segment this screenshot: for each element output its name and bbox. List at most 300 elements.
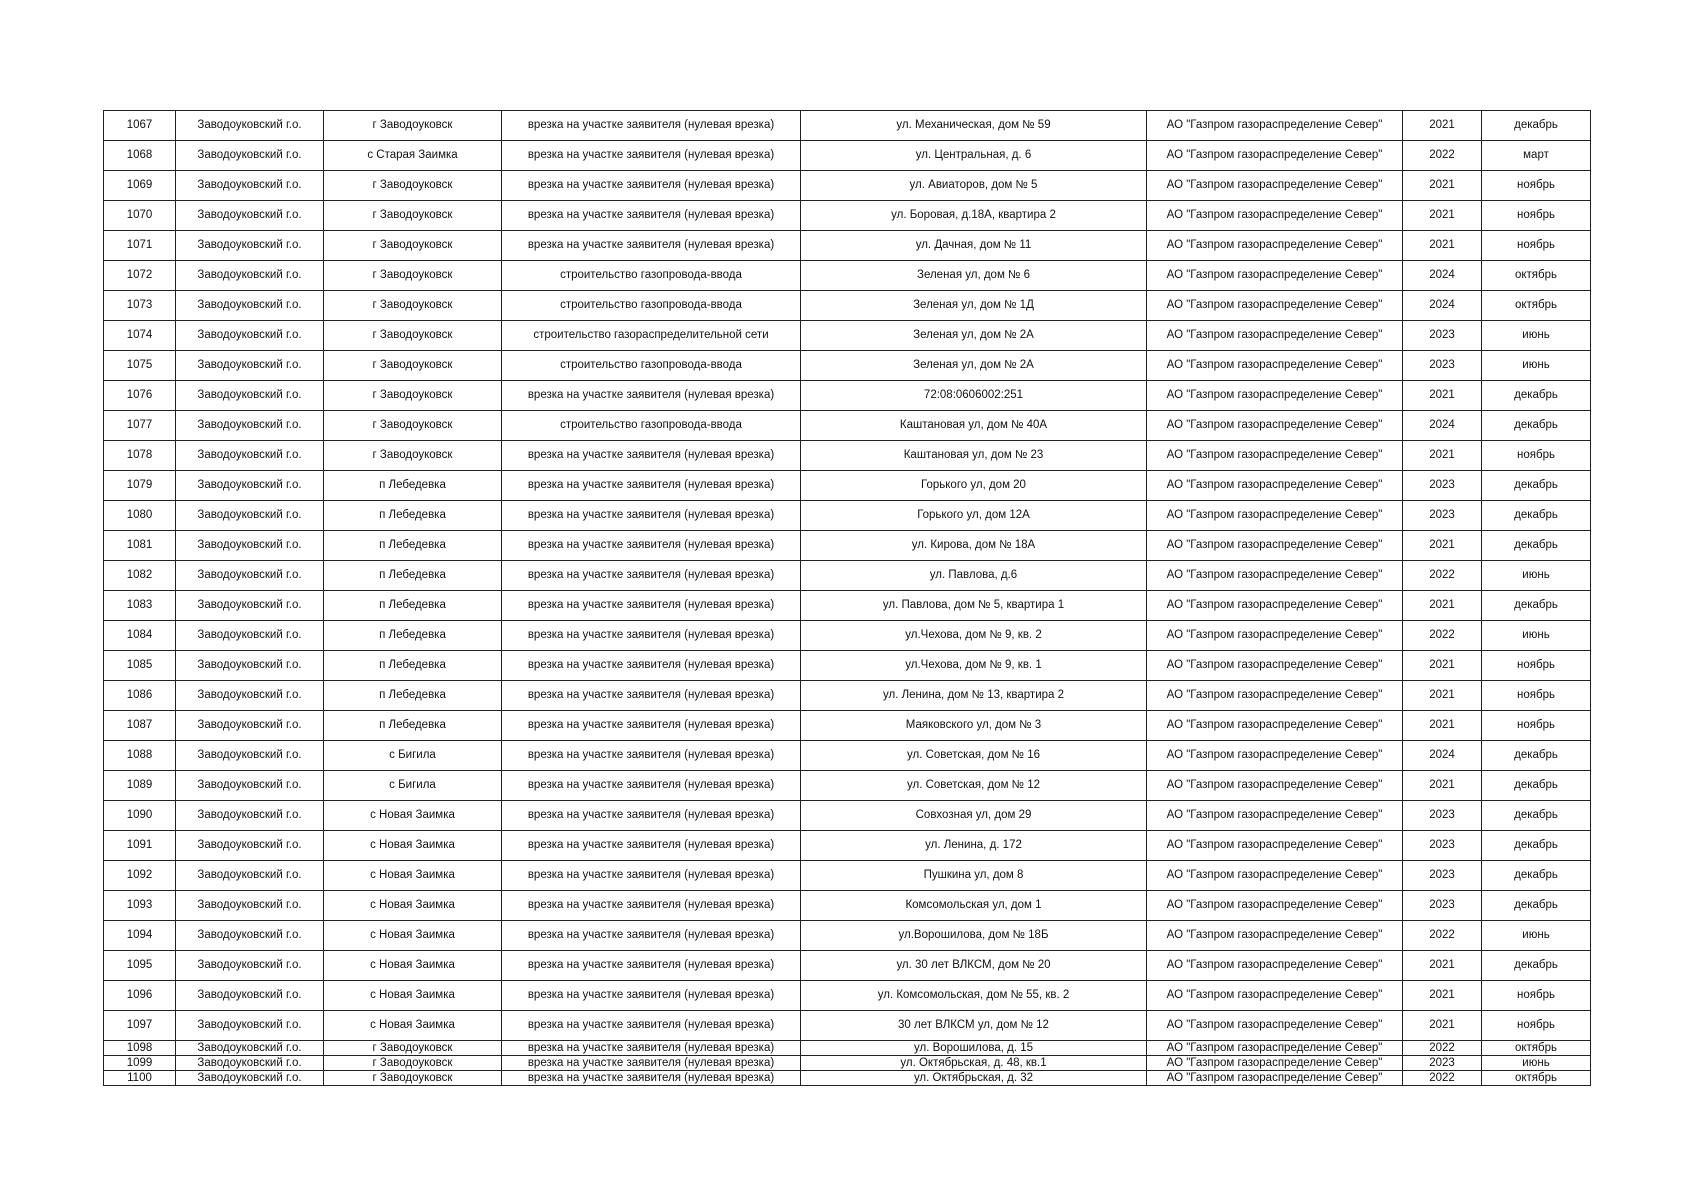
month-cell: ноябрь — [1482, 171, 1591, 201]
table-row — [104, 471, 1591, 501]
operator-cell: АО "Газпром газораспределение Север" — [1147, 531, 1403, 561]
address-cell: Маяковского ул, дом № 3 — [801, 711, 1147, 741]
month-cell: декабрь — [1482, 801, 1591, 831]
table-row — [104, 711, 1591, 741]
operator-cell: АО "Газпром газораспределение Север" — [1147, 141, 1403, 171]
district-cell: Заводоуковский г.о. — [176, 441, 324, 471]
district-cell: Заводоуковский г.о. — [176, 471, 324, 501]
row-number-cell: 1082 — [104, 561, 176, 591]
operator-cell: АО "Газпром газораспределение Север" — [1147, 1011, 1403, 1041]
work-type-cell: врезка на участке заявителя (нулевая врезка) — [502, 1041, 801, 1056]
work-type-cell: врезка на участке заявителя (нулевая врезка) — [502, 1011, 801, 1041]
settlement-cell: г Заводоуковск — [324, 1056, 502, 1071]
month-cell: ноябрь — [1482, 651, 1591, 681]
operator-cell: АО "Газпром газораспределение Север" — [1147, 411, 1403, 441]
year-cell: 2021 — [1403, 951, 1482, 981]
row-number-cell: 1090 — [104, 801, 176, 831]
year-cell: 2021 — [1403, 651, 1482, 681]
work-type-cell: врезка на участке заявителя (нулевая врезка) — [502, 951, 801, 981]
address-cell: ул. 30 лет ВЛКСМ, дом № 20 — [801, 951, 1147, 981]
row-number-cell: 1079 — [104, 471, 176, 501]
settlement-cell: г Заводоуковск — [324, 201, 502, 231]
operator-cell: АО "Газпром газораспределение Север" — [1147, 471, 1403, 501]
address-cell: Зеленая ул, дом № 2А — [801, 321, 1147, 351]
district-cell: Заводоуковский г.о. — [176, 801, 324, 831]
year-cell: 2021 — [1403, 771, 1482, 801]
table-row — [104, 411, 1591, 441]
district-cell: Заводоуковский г.о. — [176, 891, 324, 921]
table-row — [104, 501, 1591, 531]
month-cell: июнь — [1482, 621, 1591, 651]
district-cell: Заводоуковский г.о. — [176, 1056, 324, 1071]
row-number-cell: 1080 — [104, 501, 176, 531]
row-number-cell: 1094 — [104, 921, 176, 951]
year-cell: 2021 — [1403, 111, 1482, 141]
row-number-cell: 1075 — [104, 351, 176, 381]
operator-cell: АО "Газпром газораспределение Север" — [1147, 381, 1403, 411]
settlement-cell: п Лебедевка — [324, 711, 502, 741]
row-number-cell: 1095 — [104, 951, 176, 981]
month-cell: ноябрь — [1482, 711, 1591, 741]
address-cell: ул. Советская, дом № 16 — [801, 741, 1147, 771]
district-cell: Заводоуковский г.о. — [176, 111, 324, 141]
table-row — [104, 921, 1591, 951]
settlement-cell: г Заводоуковск — [324, 381, 502, 411]
work-type-cell: врезка на участке заявителя (нулевая врезка) — [502, 501, 801, 531]
address-cell: Горького ул, дом 20 — [801, 471, 1147, 501]
settlement-cell: п Лебедевка — [324, 471, 502, 501]
table-row — [104, 141, 1591, 171]
year-cell: 2024 — [1403, 411, 1482, 441]
year-cell: 2022 — [1403, 1041, 1482, 1056]
district-cell: Заводоуковский г.о. — [176, 531, 324, 561]
row-number-cell: 1071 — [104, 231, 176, 261]
row-number-cell: 1096 — [104, 981, 176, 1011]
year-cell: 2023 — [1403, 801, 1482, 831]
address-cell: ул. Октябрьская, д. 32 — [801, 1071, 1147, 1086]
work-type-cell: строительство газопровода-ввода — [502, 411, 801, 441]
year-cell: 2023 — [1403, 501, 1482, 531]
month-cell: декабрь — [1482, 951, 1591, 981]
settlement-cell: с Новая Заимка — [324, 891, 502, 921]
address-cell: ул.Ворошилова, дом № 18Б — [801, 921, 1147, 951]
address-cell: ул. Октябрьская, д. 48, кв.1 — [801, 1056, 1147, 1071]
district-cell: Заводоуковский г.о. — [176, 1041, 324, 1056]
address-cell: ул. Ворошилова, д. 15 — [801, 1041, 1147, 1056]
work-type-cell: врезка на участке заявителя (нулевая врезка) — [502, 681, 801, 711]
district-cell: Заводоуковский г.о. — [176, 921, 324, 951]
row-number-cell: 1089 — [104, 771, 176, 801]
address-cell: ул. Ленина, дом № 13, квартира 2 — [801, 681, 1147, 711]
operator-cell: АО "Газпром газораспределение Север" — [1147, 261, 1403, 291]
district-cell: Заводоуковский г.о. — [176, 381, 324, 411]
operator-cell: АО "Газпром газораспределение Север" — [1147, 591, 1403, 621]
year-cell: 2021 — [1403, 1011, 1482, 1041]
row-number-cell: 1086 — [104, 681, 176, 711]
operator-cell: АО "Газпром газораспределение Север" — [1147, 831, 1403, 861]
district-cell: Заводоуковский г.о. — [176, 141, 324, 171]
table-row — [104, 561, 1591, 591]
year-cell: 2024 — [1403, 291, 1482, 321]
operator-cell: АО "Газпром газораспределение Север" — [1147, 741, 1403, 771]
month-cell: ноябрь — [1482, 201, 1591, 231]
address-cell: ул. Механическая, дом № 59 — [801, 111, 1147, 141]
settlement-cell: г Заводоуковск — [324, 351, 502, 381]
table-row — [104, 681, 1591, 711]
district-cell: Заводоуковский г.о. — [176, 711, 324, 741]
settlement-cell: с Бигила — [324, 741, 502, 771]
work-type-cell: врезка на участке заявителя (нулевая врезка) — [502, 591, 801, 621]
year-cell: 2023 — [1403, 831, 1482, 861]
address-cell: ул.Чехова, дом № 9, кв. 1 — [801, 651, 1147, 681]
address-cell: ул. Центральная, д. 6 — [801, 141, 1147, 171]
row-number-cell: 1072 — [104, 261, 176, 291]
work-type-cell: врезка на участке заявителя (нулевая врезка) — [502, 861, 801, 891]
row-number-cell: 1087 — [104, 711, 176, 741]
work-type-cell: строительство газораспределительной сети — [502, 321, 801, 351]
operator-cell: АО "Газпром газораспределение Север" — [1147, 1056, 1403, 1071]
month-cell: ноябрь — [1482, 681, 1591, 711]
year-cell: 2022 — [1403, 1071, 1482, 1086]
table-row — [104, 1071, 1591, 1086]
month-cell: декабрь — [1482, 381, 1591, 411]
settlement-cell: г Заводоуковск — [324, 321, 502, 351]
operator-cell: АО "Газпром газораспределение Север" — [1147, 1071, 1403, 1086]
work-type-cell: врезка на участке заявителя (нулевая врезка) — [502, 171, 801, 201]
year-cell: 2023 — [1403, 891, 1482, 921]
month-cell: декабрь — [1482, 471, 1591, 501]
work-type-cell: врезка на участке заявителя (нулевая врезка) — [502, 111, 801, 141]
year-cell: 2022 — [1403, 921, 1482, 951]
work-type-cell: врезка на участке заявителя (нулевая врезка) — [502, 1071, 801, 1086]
table-row — [104, 261, 1591, 291]
settlement-cell: п Лебедевка — [324, 591, 502, 621]
district-cell: Заводоуковский г.о. — [176, 741, 324, 771]
row-number-cell: 1097 — [104, 1011, 176, 1041]
settlement-cell: г Заводоуковск — [324, 291, 502, 321]
settlement-cell: г Заводоуковск — [324, 261, 502, 291]
work-type-cell: врезка на участке заявителя (нулевая врезка) — [502, 831, 801, 861]
month-cell: октябрь — [1482, 291, 1591, 321]
row-number-cell: 1084 — [104, 621, 176, 651]
operator-cell: АО "Газпром газораспределение Север" — [1147, 921, 1403, 951]
work-type-cell: строительство газопровода-ввода — [502, 291, 801, 321]
district-cell: Заводоуковский г.о. — [176, 351, 324, 381]
year-cell: 2023 — [1403, 321, 1482, 351]
settlement-cell: с Новая Заимка — [324, 951, 502, 981]
address-cell: ул. Павлова, д.6 — [801, 561, 1147, 591]
table-row — [104, 1041, 1591, 1056]
operator-cell: АО "Газпром газораспределение Север" — [1147, 201, 1403, 231]
year-cell: 2023 — [1403, 471, 1482, 501]
operator-cell: АО "Газпром газораспределение Север" — [1147, 1041, 1403, 1056]
address-cell: Совхозная ул, дом 29 — [801, 801, 1147, 831]
district-cell: Заводоуковский г.о. — [176, 681, 324, 711]
row-number-cell: 1092 — [104, 861, 176, 891]
month-cell: октябрь — [1482, 261, 1591, 291]
month-cell: декабрь — [1482, 111, 1591, 141]
operator-cell: АО "Газпром газораспределение Север" — [1147, 801, 1403, 831]
year-cell: 2022 — [1403, 141, 1482, 171]
settlement-cell: г Заводоуковск — [324, 171, 502, 201]
month-cell: октябрь — [1482, 1041, 1591, 1056]
table-row — [104, 171, 1591, 201]
year-cell: 2024 — [1403, 741, 1482, 771]
work-type-cell: врезка на участке заявителя (нулевая врезка) — [502, 921, 801, 951]
table-row — [104, 651, 1591, 681]
settlement-cell: с Новая Заимка — [324, 801, 502, 831]
row-number-cell: 1100 — [104, 1071, 176, 1086]
month-cell: декабрь — [1482, 771, 1591, 801]
address-cell: Каштановая ул, дом № 23 — [801, 441, 1147, 471]
row-number-cell: 1073 — [104, 291, 176, 321]
settlement-cell: с Новая Заимка — [324, 981, 502, 1011]
month-cell: июнь — [1482, 921, 1591, 951]
address-cell: ул. Советская, дом № 12 — [801, 771, 1147, 801]
operator-cell: АО "Газпром газораспределение Север" — [1147, 501, 1403, 531]
table-row — [104, 831, 1591, 861]
table-row — [104, 201, 1591, 231]
row-number-cell: 1091 — [104, 831, 176, 861]
district-cell: Заводоуковский г.о. — [176, 591, 324, 621]
work-type-cell: врезка на участке заявителя (нулевая врезка) — [502, 711, 801, 741]
work-type-cell: строительство газопровода-ввода — [502, 261, 801, 291]
work-type-cell: врезка на участке заявителя (нулевая врезка) — [502, 741, 801, 771]
district-cell: Заводоуковский г.о. — [176, 321, 324, 351]
row-number-cell: 1077 — [104, 411, 176, 441]
year-cell: 2021 — [1403, 711, 1482, 741]
gasification-table — [103, 110, 1591, 1086]
month-cell: ноябрь — [1482, 981, 1591, 1011]
address-cell: Комсомольская ул, дом 1 — [801, 891, 1147, 921]
month-cell: декабрь — [1482, 591, 1591, 621]
year-cell: 2021 — [1403, 231, 1482, 261]
month-cell: июнь — [1482, 351, 1591, 381]
year-cell: 2021 — [1403, 201, 1482, 231]
operator-cell: АО "Газпром газораспределение Север" — [1147, 441, 1403, 471]
district-cell: Заводоуковский г.о. — [176, 171, 324, 201]
settlement-cell: п Лебедевка — [324, 621, 502, 651]
table-row — [104, 291, 1591, 321]
operator-cell: АО "Газпром газораспределение Север" — [1147, 321, 1403, 351]
address-cell: ул. Авиаторов, дом № 5 — [801, 171, 1147, 201]
table-row — [104, 771, 1591, 801]
month-cell: декабрь — [1482, 741, 1591, 771]
address-cell: Зеленая ул, дом № 1Д — [801, 291, 1147, 321]
address-cell: ул. Дачная, дом № 11 — [801, 231, 1147, 261]
address-cell: Зеленая ул, дом № 6 — [801, 261, 1147, 291]
row-number-cell: 1098 — [104, 1041, 176, 1056]
settlement-cell: с Старая Заимка — [324, 141, 502, 171]
table-row — [104, 801, 1591, 831]
table-row — [104, 441, 1591, 471]
district-cell: Заводоуковский г.о. — [176, 291, 324, 321]
year-cell: 2022 — [1403, 621, 1482, 651]
settlement-cell: п Лебедевка — [324, 531, 502, 561]
table-row — [104, 1056, 1591, 1071]
work-type-cell: врезка на участке заявителя (нулевая врезка) — [502, 531, 801, 561]
settlement-cell: г Заводоуковск — [324, 231, 502, 261]
work-type-cell: врезка на участке заявителя (нулевая врезка) — [502, 381, 801, 411]
row-number-cell: 1083 — [104, 591, 176, 621]
table-row — [104, 531, 1591, 561]
table-row — [104, 231, 1591, 261]
table-row — [104, 111, 1591, 141]
year-cell: 2021 — [1403, 591, 1482, 621]
settlement-cell: п Лебедевка — [324, 561, 502, 591]
work-type-cell: врезка на участке заявителя (нулевая врезка) — [502, 891, 801, 921]
address-cell: ул. Комсомольская, дом № 55, кв. 2 — [801, 981, 1147, 1011]
month-cell: ноябрь — [1482, 441, 1591, 471]
settlement-cell: п Лебедевка — [324, 501, 502, 531]
district-cell: Заводоуковский г.о. — [176, 621, 324, 651]
work-type-cell: врезка на участке заявителя (нулевая врезка) — [502, 771, 801, 801]
address-cell: Каштановая ул, дом № 40А — [801, 411, 1147, 441]
work-type-cell: врезка на участке заявителя (нулевая врезка) — [502, 801, 801, 831]
operator-cell: АО "Газпром газораспределение Север" — [1147, 681, 1403, 711]
row-number-cell: 1099 — [104, 1056, 176, 1071]
year-cell: 2021 — [1403, 981, 1482, 1011]
district-cell: Заводоуковский г.о. — [176, 261, 324, 291]
month-cell: декабрь — [1482, 861, 1591, 891]
year-cell: 2021 — [1403, 441, 1482, 471]
work-type-cell: врезка на участке заявителя (нулевая врезка) — [502, 471, 801, 501]
settlement-cell: г Заводоуковск — [324, 1041, 502, 1056]
settlement-cell: с Новая Заимка — [324, 831, 502, 861]
month-cell: декабрь — [1482, 831, 1591, 861]
operator-cell: АО "Газпром газораспределение Север" — [1147, 951, 1403, 981]
work-type-cell: врезка на участке заявителя (нулевая врезка) — [502, 561, 801, 591]
settlement-cell: с Новая Заимка — [324, 1011, 502, 1041]
address-cell: 30 лет ВЛКСМ ул, дом № 12 — [801, 1011, 1147, 1041]
month-cell: ноябрь — [1482, 1011, 1591, 1041]
operator-cell: АО "Газпром газораспределение Север" — [1147, 171, 1403, 201]
row-number-cell: 1067 — [104, 111, 176, 141]
month-cell: декабрь — [1482, 891, 1591, 921]
table-row — [104, 1011, 1591, 1041]
district-cell: Заводоуковский г.о. — [176, 501, 324, 531]
work-type-cell: врезка на участке заявителя (нулевая врезка) — [502, 1056, 801, 1071]
year-cell: 2021 — [1403, 171, 1482, 201]
year-cell: 2021 — [1403, 381, 1482, 411]
row-number-cell: 1085 — [104, 651, 176, 681]
row-number-cell: 1068 — [104, 141, 176, 171]
table-row — [104, 321, 1591, 351]
district-cell: Заводоуковский г.о. — [176, 771, 324, 801]
district-cell: Заводоуковский г.о. — [176, 831, 324, 861]
district-cell: Заводоуковский г.о. — [176, 981, 324, 1011]
row-number-cell: 1069 — [104, 171, 176, 201]
settlement-cell: с Новая Заимка — [324, 861, 502, 891]
operator-cell: АО "Газпром газораспределение Север" — [1147, 891, 1403, 921]
district-cell: Заводоуковский г.о. — [176, 201, 324, 231]
district-cell: Заводоуковский г.о. — [176, 651, 324, 681]
table-row — [104, 351, 1591, 381]
operator-cell: АО "Газпром газораспределение Север" — [1147, 561, 1403, 591]
row-number-cell: 1093 — [104, 891, 176, 921]
table-row — [104, 951, 1591, 981]
operator-cell: АО "Газпром газораспределение Север" — [1147, 111, 1403, 141]
district-cell: Заводоуковский г.о. — [176, 231, 324, 261]
year-cell: 2021 — [1403, 681, 1482, 711]
year-cell: 2021 — [1403, 531, 1482, 561]
table-row — [104, 861, 1591, 891]
operator-cell: АО "Газпром газораспределение Север" — [1147, 771, 1403, 801]
address-cell: 72:08:0606002:251 — [801, 381, 1147, 411]
work-type-cell: врезка на участке заявителя (нулевая врезка) — [502, 201, 801, 231]
settlement-cell: г Заводоуковск — [324, 111, 502, 141]
table-row — [104, 381, 1591, 411]
operator-cell: АО "Газпром газораспределение Север" — [1147, 861, 1403, 891]
address-cell: ул. Кирова, дом № 18А — [801, 531, 1147, 561]
work-type-cell: врезка на участке заявителя (нулевая врезка) — [502, 651, 801, 681]
district-cell: Заводоуковский г.о. — [176, 1071, 324, 1086]
month-cell: декабрь — [1482, 531, 1591, 561]
operator-cell: АО "Газпром газораспределение Север" — [1147, 351, 1403, 381]
month-cell: октябрь — [1482, 1071, 1591, 1086]
table-row — [104, 891, 1591, 921]
settlement-cell: г Заводоуковск — [324, 1071, 502, 1086]
address-cell: Пушкина ул, дом 8 — [801, 861, 1147, 891]
year-cell: 2022 — [1403, 561, 1482, 591]
month-cell: июнь — [1482, 321, 1591, 351]
settlement-cell: с Новая Заимка — [324, 921, 502, 951]
work-type-cell: врезка на участке заявителя (нулевая врезка) — [502, 141, 801, 171]
settlement-cell: с Бигила — [324, 771, 502, 801]
month-cell: июнь — [1482, 1056, 1591, 1071]
work-type-cell: врезка на участке заявителя (нулевая врезка) — [502, 231, 801, 261]
table-row — [104, 621, 1591, 651]
table-row — [104, 591, 1591, 621]
operator-cell: АО "Газпром газораспределение Север" — [1147, 981, 1403, 1011]
district-cell: Заводоуковский г.о. — [176, 1011, 324, 1041]
year-cell: 2024 — [1403, 261, 1482, 291]
work-type-cell: врезка на участке заявителя (нулевая врезка) — [502, 441, 801, 471]
settlement-cell: г Заводоуковск — [324, 441, 502, 471]
row-number-cell: 1081 — [104, 531, 176, 561]
month-cell: июнь — [1482, 561, 1591, 591]
district-cell: Заводоуковский г.о. — [176, 951, 324, 981]
operator-cell: АО "Газпром газораспределение Север" — [1147, 291, 1403, 321]
address-cell: Горького ул, дом 12А — [801, 501, 1147, 531]
operator-cell: АО "Газпром газораспределение Север" — [1147, 621, 1403, 651]
address-cell: ул.Чехова, дом № 9, кв. 2 — [801, 621, 1147, 651]
row-number-cell: 1076 — [104, 381, 176, 411]
table-row — [104, 981, 1591, 1011]
address-cell: ул. Ленина, д. 172 — [801, 831, 1147, 861]
row-number-cell: 1088 — [104, 741, 176, 771]
operator-cell: АО "Газпром газораспределение Север" — [1147, 231, 1403, 261]
district-cell: Заводоуковский г.о. — [176, 861, 324, 891]
month-cell: декабрь — [1482, 501, 1591, 531]
district-cell: Заводоуковский г.о. — [176, 561, 324, 591]
address-cell: ул. Боровая, д.18А, квартира 2 — [801, 201, 1147, 231]
month-cell: ноябрь — [1482, 231, 1591, 261]
year-cell: 2023 — [1403, 351, 1482, 381]
settlement-cell: г Заводоуковск — [324, 411, 502, 441]
year-cell: 2023 — [1403, 861, 1482, 891]
district-cell: Заводоуковский г.о. — [176, 411, 324, 441]
work-type-cell: строительство газопровода-ввода — [502, 351, 801, 381]
operator-cell: АО "Газпром газораспределение Север" — [1147, 711, 1403, 741]
settlement-cell: п Лебедевка — [324, 681, 502, 711]
settlement-cell: п Лебедевка — [324, 651, 502, 681]
address-cell: Зеленая ул, дом № 2А — [801, 351, 1147, 381]
table-row — [104, 741, 1591, 771]
address-cell: ул. Павлова, дом № 5, квартира 1 — [801, 591, 1147, 621]
operator-cell: АО "Газпром газораспределение Север" — [1147, 651, 1403, 681]
work-type-cell: врезка на участке заявителя (нулевая врезка) — [502, 621, 801, 651]
